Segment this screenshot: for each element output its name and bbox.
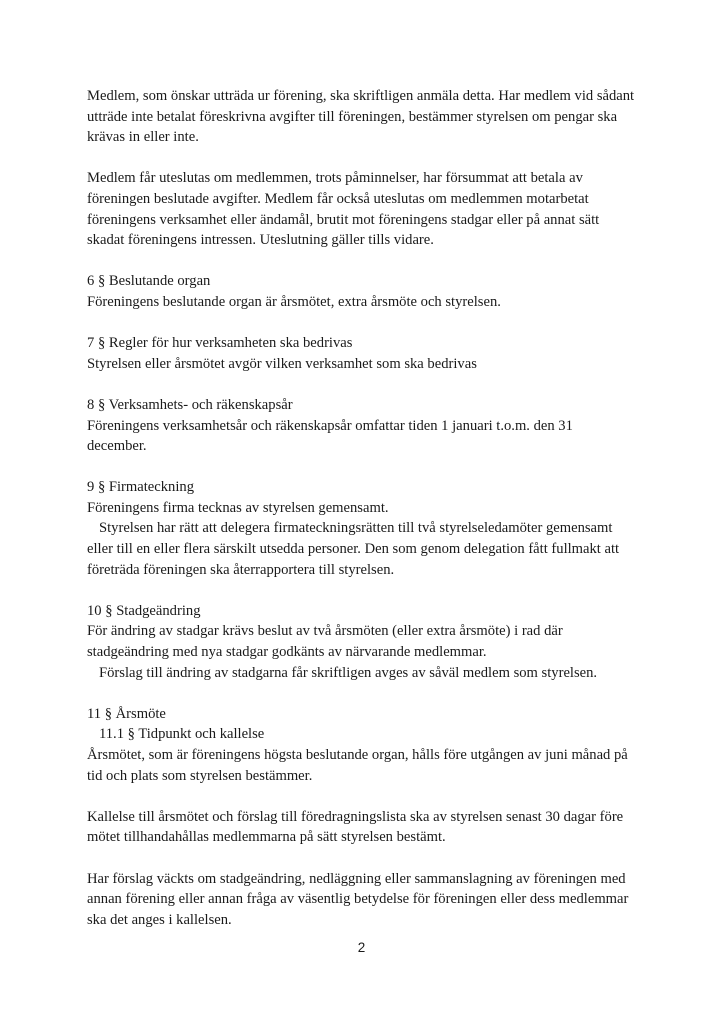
subsection-heading: 11.1 § Tidpunkt och kallelse [99,726,265,743]
paragraph-proposals: Har förslag väckts om stadgeändring, nedläggning eller sammanslagning av föreningen med annan förening eller annan fråga av väsentlig betydelse för föreningen eller dess medlemmar ska det anges i kallelsen. [87,870,629,928]
section-6: 6 § Beslutande organ Föreningens beslutande organ är årsmötet, extra årsmöte och styrelsen. [87,273,501,310]
page-number: 2 [357,940,366,955]
section-heading: 9 § Firmateckning [87,479,195,496]
section-heading: 11 § Årsmöte [87,705,166,722]
paragraph-exclusion: Medlem får uteslutas om medlemmen, trots påminnelser, har försummat att betala av föreningen beslutade avgifter. Medlem får också uteslutas om medlemmen motarbetat föreningens verksamhet eller ändamål, brutit mot föreningens stadgar eller på annat sätt skadat föreningens intressen. Uteslutning gäller tills vidare. [87,170,600,249]
section-8: 8 § Verksamhets- och räkenskapsår Föreningens verksamhetsår och räkenskapsår omfattar tiden 1 januari t.o.m. den 31 december. [87,396,573,455]
section-9: 9 § Firmateckning Föreningens firma tecknas av styrelsen gemensamt. Styrelsen har rätt att delegera firmateckningsrätten till två styrelseledamöter gemensamt eller till en eller flera särskilt utsedda personer. Den som genom delegation fått fullmakt att företräda föreningen ska återrapportera till styrelsen. [87,479,620,578]
section-heading: 6 § Beslutande organ [87,273,211,290]
section-11: 11 § Årsmöte 11.1 § Tidpunkt och kallelse Årsmötet, som är föreningens högsta beslutande organ, hålls före utgången av juni månad på tid och plats som styrelsen bestämmer. [87,705,628,784]
section-heading: 8 § Verksamhets- och räkenskapsår [87,396,293,413]
section-7: 7 § Regler för hur verksamheten ska bedrivas Styrelsen eller årsmötet avgör vilken verksamhet som ska bedrivas [87,335,477,372]
paragraph-notice: Kallelse till årsmötet och förslag till föredragningslista ska av styrelsen senast 30 dagar före mötet tillhandahållas medlemmarna på sätt styrelsen bestämt. [87,808,624,846]
paragraph-resignation: Medlem, som önskar utträda ur förening, ska skriftligen anmäla detta. Har medlem vid sådant utträde inte betalat föreskrivna avgifter till föreningen, bestämmer styrelsen om pengar ska krävas in eller inte. [87,88,635,146]
section-10: 10 § Stadgeändring För ändring av stadgar krävs beslut av två årsmöten (eller extra årsmöte) i rad där stadgeändring med nya stadgar godkänts av närvarande medlemmar. Förslag till ändring av stadgarna får skriftligen avges av såväl medlem som styrelsen. [87,602,598,681]
section-heading: 7 § Regler för hur verksamheten ska bedrivas [87,335,353,352]
document-body [87,86,647,930]
section-heading: 10 § Stadgeändring [87,602,201,619]
